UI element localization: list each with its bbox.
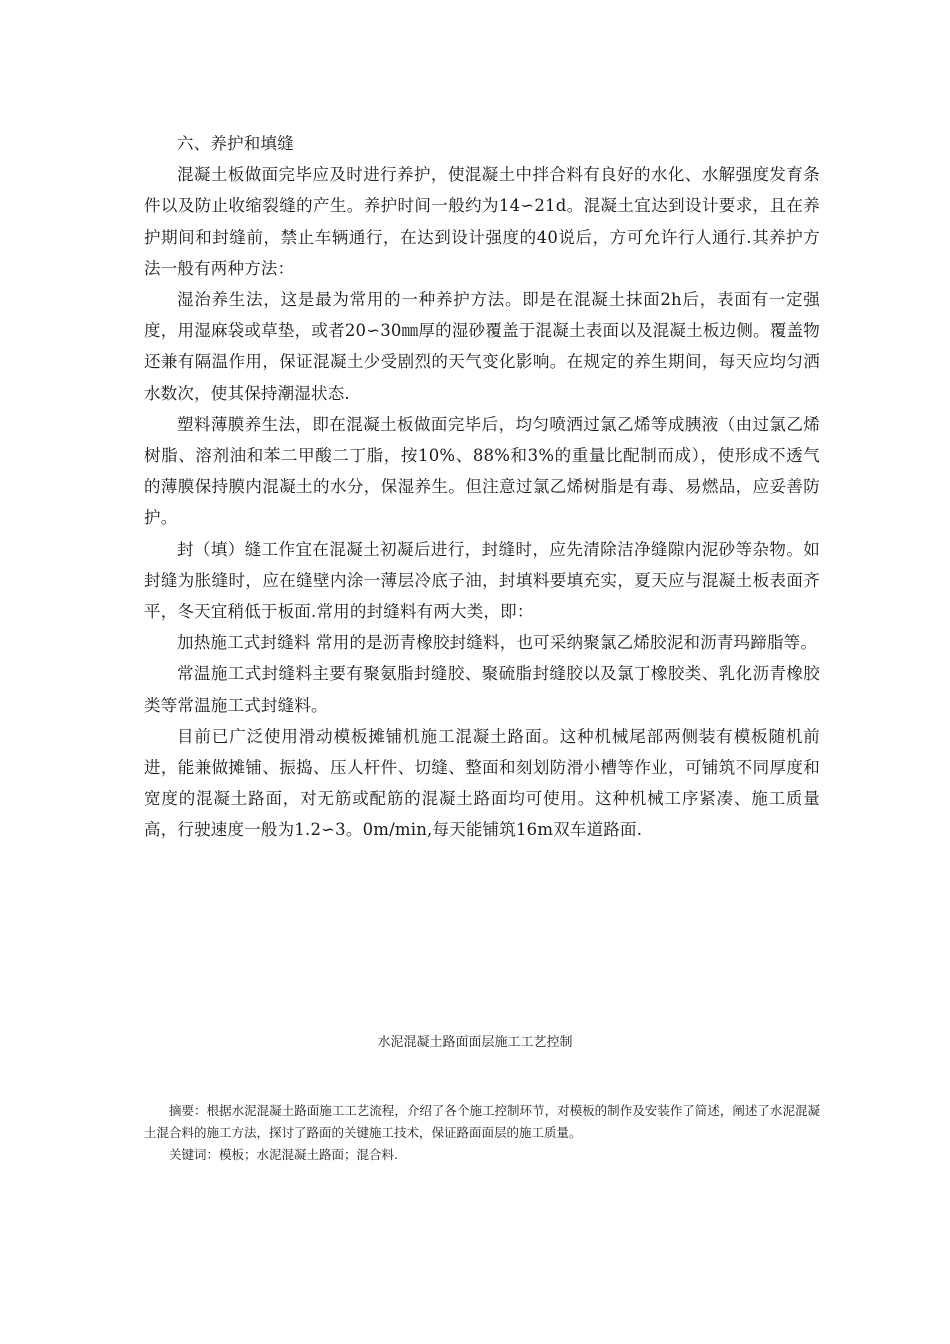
section-heading: 六、养护和填缝	[177, 134, 294, 153]
article-title: 水泥混凝土路面面层施工工艺控制	[377, 1035, 573, 1050]
paragraph-curing-intro: 混凝土板做面完毕应及时进行养护，使混凝土中拌合料有良好的水化、水解强度发育条件以及防止收缩裂缝的产生。养护时间一般约为14∽21d。混凝土宜达到设计要求，且在养护期间和封缝前，禁止车辆通行，在达到设计强度的40说后，方可允许行人通行.其养护方法一般有两种方法：	[144, 165, 820, 278]
paragraph-wet-curing: 湿治养生法，这是最为常用的一种养护方法。即是在混凝土抹面2h后，表面有一定强度，用湿麻袋或草垫，或者20∽30㎜厚的湿砂覆盖于混凝土表面以及混凝土板边侧。覆盖物还兼有隔温作用，保证混凝土少受剧烈的天气变化影响。在规定的养生期间，每天应均匀洒水数次，使其保持潮湿状态.	[144, 290, 820, 403]
paragraph-slipform-paver: 目前已广泛使用滑动模板摊铺机施工混凝土路面。这种机械尾部两侧装有模板随机前进，能兼做摊铺、振捣、压人杆件、切缝、整面和刻划防滑小槽等作业，可铺筑不同厚度和宽度的混凝土路面，对无筋或配筋的混凝土路面均可使用。这种机械工序紧凑、施工质量高，行驶速度一般为1.2∽3。0m/min,每天能铺筑16m双车道路面.	[144, 726, 820, 840]
paragraph-cold-sealant: 常温施工式封缝料主要有聚氨脂封缝胶、聚硫脂封缝胶以及氯丁橡胶类、乳化沥青橡胶类等常温施工式封缝料。	[144, 664, 820, 715]
paragraph-joint-sealing: 封（填）缝工作宜在混凝土初凝后进行，封缝时，应先清除洁净缝隙内泥砂等杂物。如封缝为胀缝时，应在缝壁内涂一薄层冷底子油，封填料要填充实，夏天应与混凝土板表面齐平，冬天宜稍低于板面.常用的封缝料有两大类，即：	[144, 539, 820, 622]
main-body-text	[144, 122, 820, 846]
keywords-text: 关键词：模板；水泥混凝土路面；混合料.	[169, 1147, 398, 1162]
abstract-text: 摘要：根据水泥混凝土路面施工工艺流程，介绍了各个施工控制环节，对模板的制作及安装作了简述，阐述了水泥混凝土混合料的施工方法，探讨了路面的关键施工技术，保证路面面层的施工质量。	[144, 1103, 820, 1140]
abstract-block	[144, 1100, 820, 1166]
paragraph-hot-sealant: 加热施工式封缝料 常用的是沥青橡胶封缝料，也可采纳聚氯乙烯胶泥和沥青玛蹄脂等。	[177, 633, 818, 653]
paragraph-film-curing: 塑料薄膜养生法，即在混凝土板做面完毕后，均匀喷洒过氯乙烯等成胰液（由过氯乙烯树脂、溶剂油和苯二甲酸二丁脂，按10%、88%和3%的重量比配制而成），使形成不透气的薄膜保持膜内混凝土的水分，保湿养生。但注意过氯乙烯树脂是有毒、易燃品，应妥善防护。	[144, 414, 820, 528]
